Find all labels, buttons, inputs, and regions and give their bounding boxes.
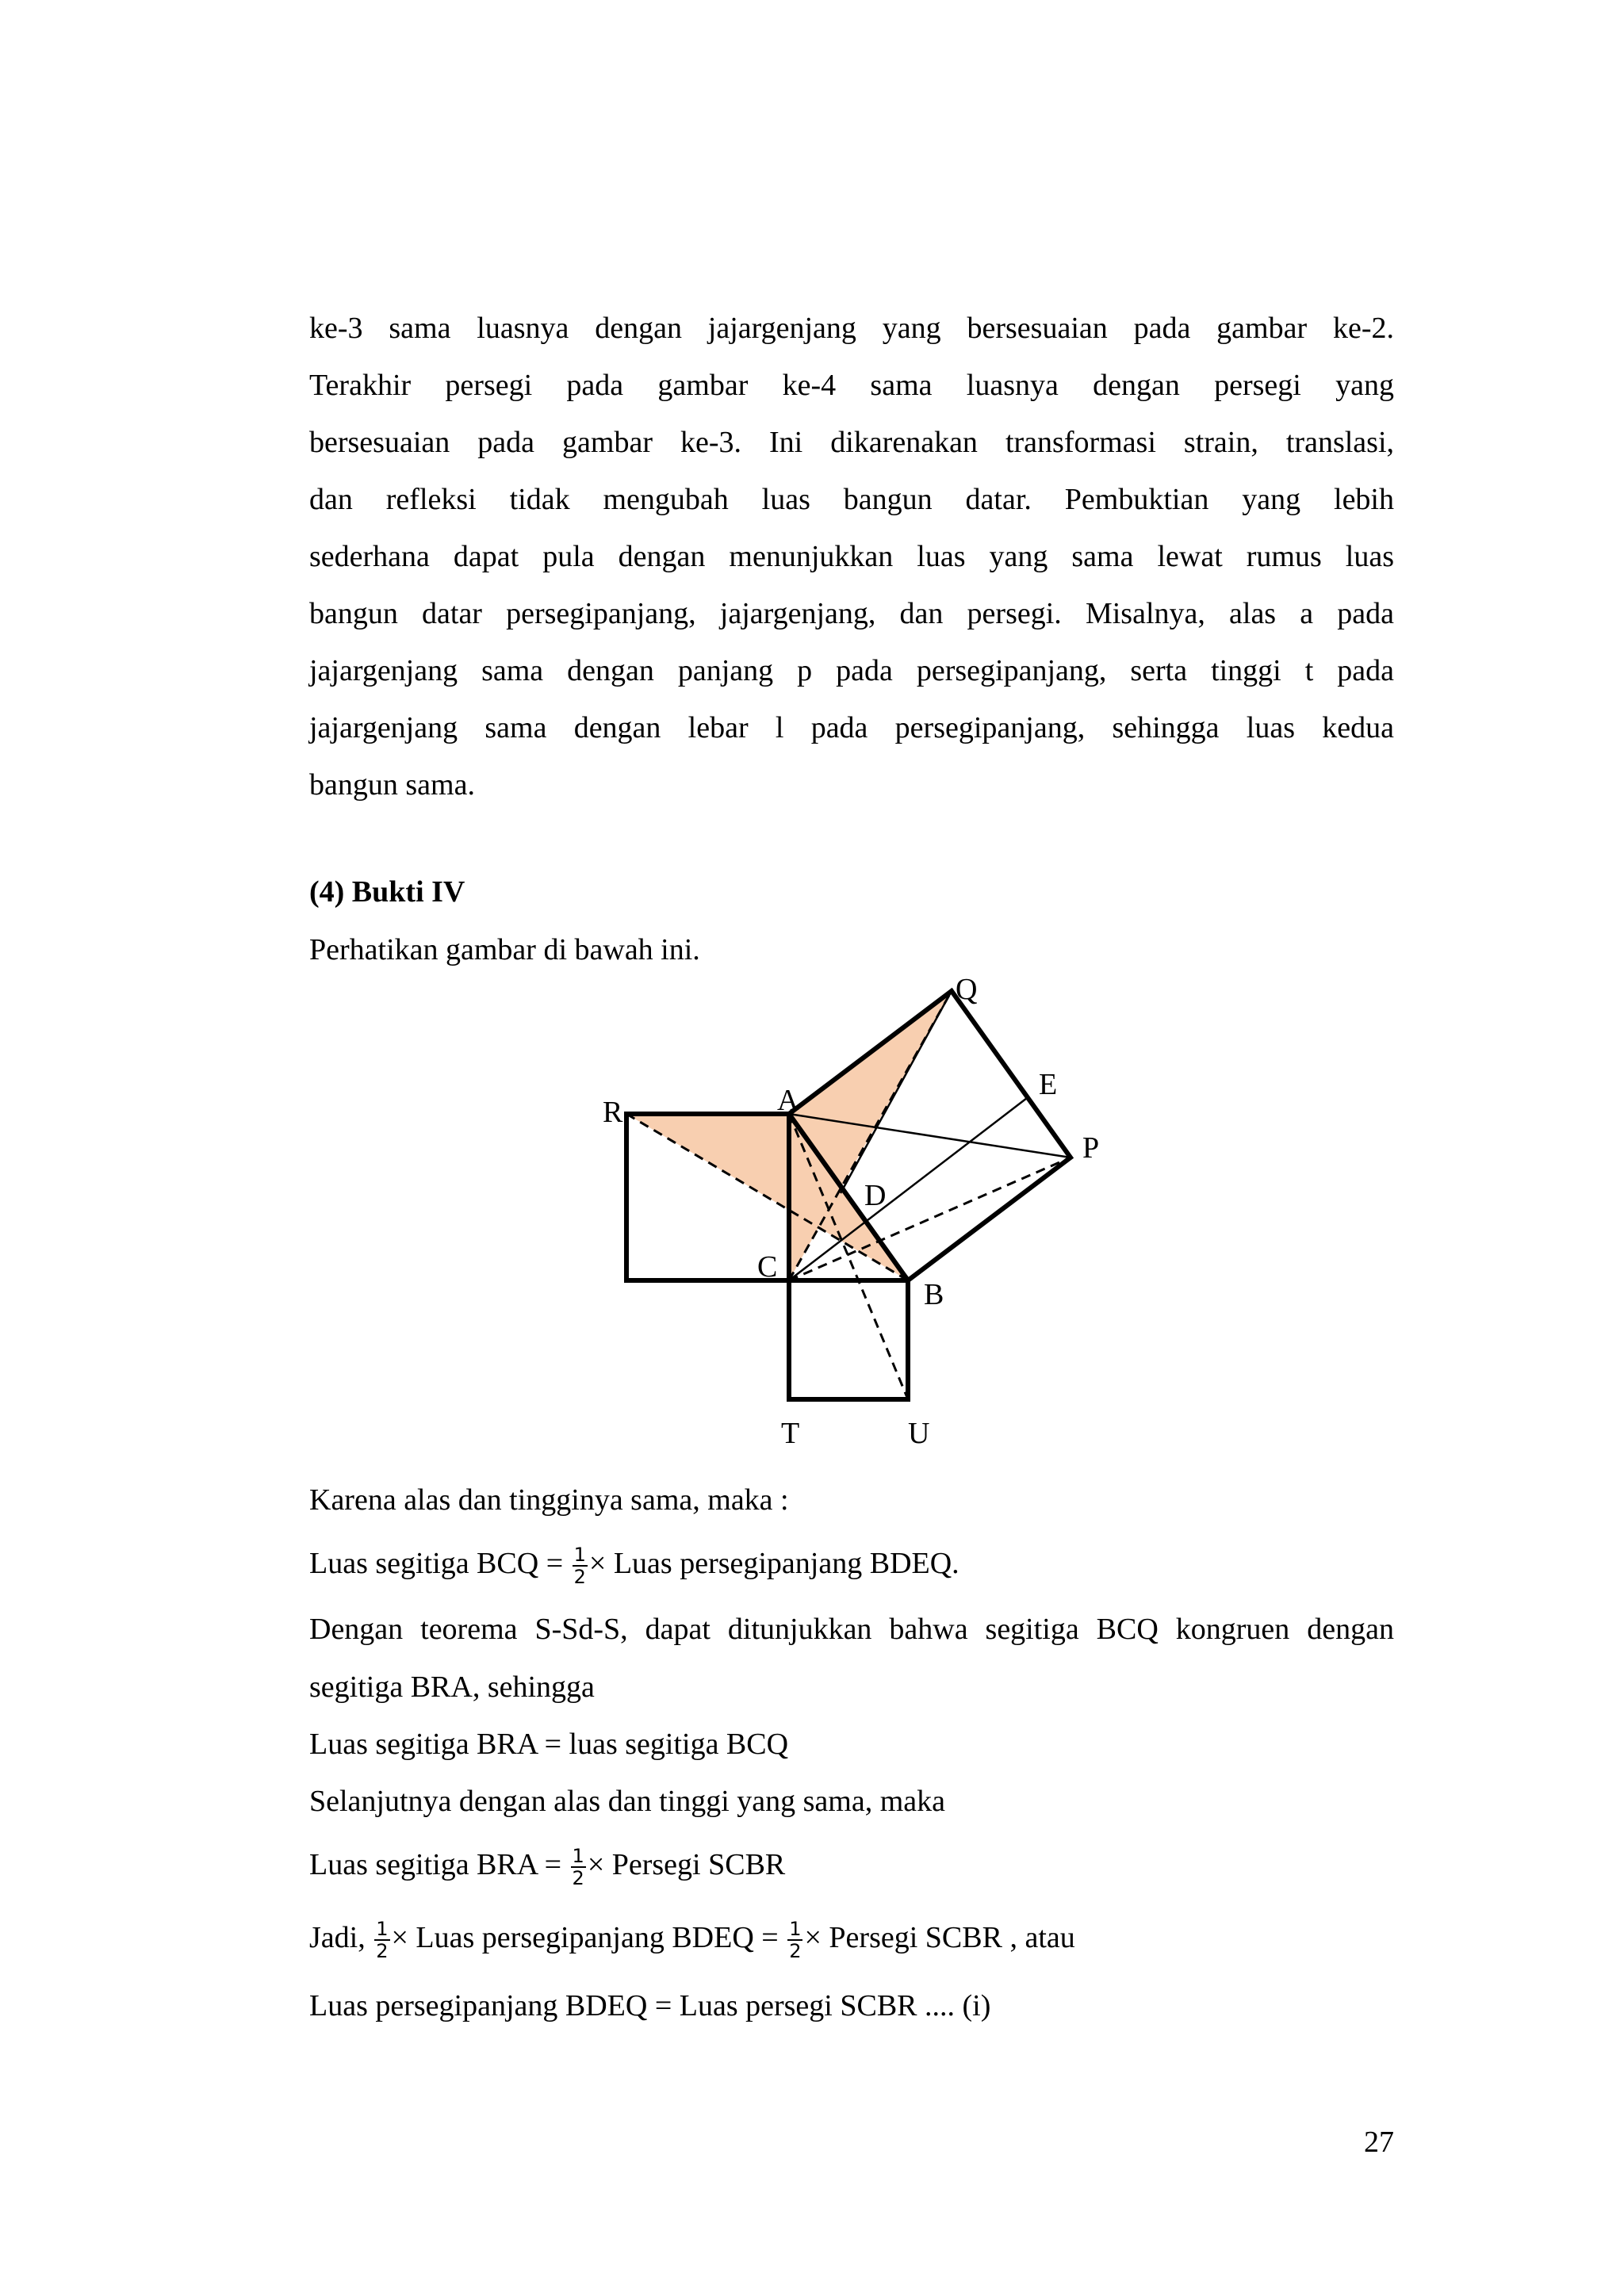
fraction-half [787, 1919, 802, 1961]
paragraph-line: bangun sama. [309, 768, 475, 802]
paragraph-line: ke-3 sama luasnya dengan jajargenjang yang bersesuaian pada gambar ke-2. [309, 312, 1394, 345]
fraction-denominator: 2 [789, 1940, 802, 1963]
paragraph-line: dan refleksi tidak mengubah luas bangun datar. Pembuktian yang lebih [309, 483, 1394, 516]
label-q: Q [956, 973, 978, 1006]
statement-1: Karena alas dan tingginya sama, maka : [309, 1483, 789, 1517]
label-r: R [603, 1096, 623, 1129]
section-heading: (4) Bukti IV [309, 875, 465, 909]
paragraph-line: bersesuaian pada gambar ke-3. Ini dikarenakan transformasi strain, translasi, [309, 426, 1394, 459]
fraction-numerator: 1 [573, 1544, 586, 1567]
paragraph-line: bangun datar persegipanjang, jajargenjang, dan persegi. Misalnya, alas a pada [309, 597, 1394, 630]
paragraph-line: sederhana dapat pula dengan menunjukkan luas yang sama lewat rumus luas [309, 540, 1394, 573]
statement-6-lhs: Luas segitiga BRA = [309, 1848, 562, 1881]
statement-4: Luas segitiga BRA = luas segitiga BCQ [309, 1728, 789, 1761]
fraction-denominator: 2 [572, 1867, 584, 1890]
statement-5: Selanjutnya dengan alas dan tinggi yang sama, maka [309, 1785, 945, 1818]
statement-2-rhs: × Luas persegipanjang BDEQ. [588, 1547, 959, 1580]
fraction-half [571, 1846, 586, 1888]
fraction-half [573, 1544, 588, 1587]
page-number: 27 [1364, 2126, 1394, 2159]
fraction-numerator: 1 [376, 1918, 389, 1941]
square-bottom [789, 1280, 908, 1399]
fraction-half [374, 1919, 389, 1961]
statement-8: Luas persegipanjang BDEQ = Luas persegi SCBR .... (i) [309, 1989, 991, 2022]
label-p: P [1082, 1131, 1100, 1165]
fraction-denominator: 2 [376, 1940, 389, 1963]
statement-2 [309, 1540, 959, 1587]
paragraph-line: jajargenjang sama dengan panjang p pada persegipanjang, serta tinggi t pada [309, 654, 1394, 687]
label-c: C [757, 1250, 778, 1284]
intro-text: Perhatikan gambar di bawah ini. [309, 933, 700, 966]
paragraph-line: Terakhir persegi pada gambar ke-4 sama luasnya dengan persegi yang [309, 369, 1394, 402]
pythagoras-figure [555, 967, 1142, 1459]
statement-7-pre: Jadi, [309, 1921, 366, 1954]
statement-6 [309, 1841, 785, 1888]
statement-6-rhs: × Persegi SCBR [587, 1848, 786, 1881]
statement-3-line1: Dengan teorema S-Sd-S, dapat ditunjukkan bahwa segitiga BCQ kongruen dengan [309, 1613, 1394, 1646]
fraction-denominator: 2 [573, 1566, 586, 1589]
statement-7-mid: × Luas persegipanjang BDEQ = [391, 1921, 779, 1954]
thick-lines [626, 991, 1071, 1399]
label-d: D [864, 1179, 887, 1212]
paragraph-line: jajargenjang sama dengan lebar l pada persegipanjang, sehingga luas kedua [309, 711, 1394, 744]
statement-7-post: × Persegi SCBR , atau [804, 1921, 1075, 1954]
label-e: E [1039, 1068, 1058, 1101]
statement-3-line2: segitiga BRA, sehingga [309, 1670, 595, 1704]
label-b: B [924, 1278, 944, 1311]
label-u: U [908, 1417, 930, 1450]
statement-7 [309, 1914, 1075, 1961]
body-paragraph [309, 300, 1394, 813]
fraction-numerator: 1 [572, 1845, 584, 1868]
fraction-numerator: 1 [789, 1918, 802, 1941]
statement-2-lhs: Luas segitiga BCQ = [309, 1547, 564, 1580]
label-t: T [781, 1417, 800, 1450]
label-a: A [777, 1084, 799, 1117]
